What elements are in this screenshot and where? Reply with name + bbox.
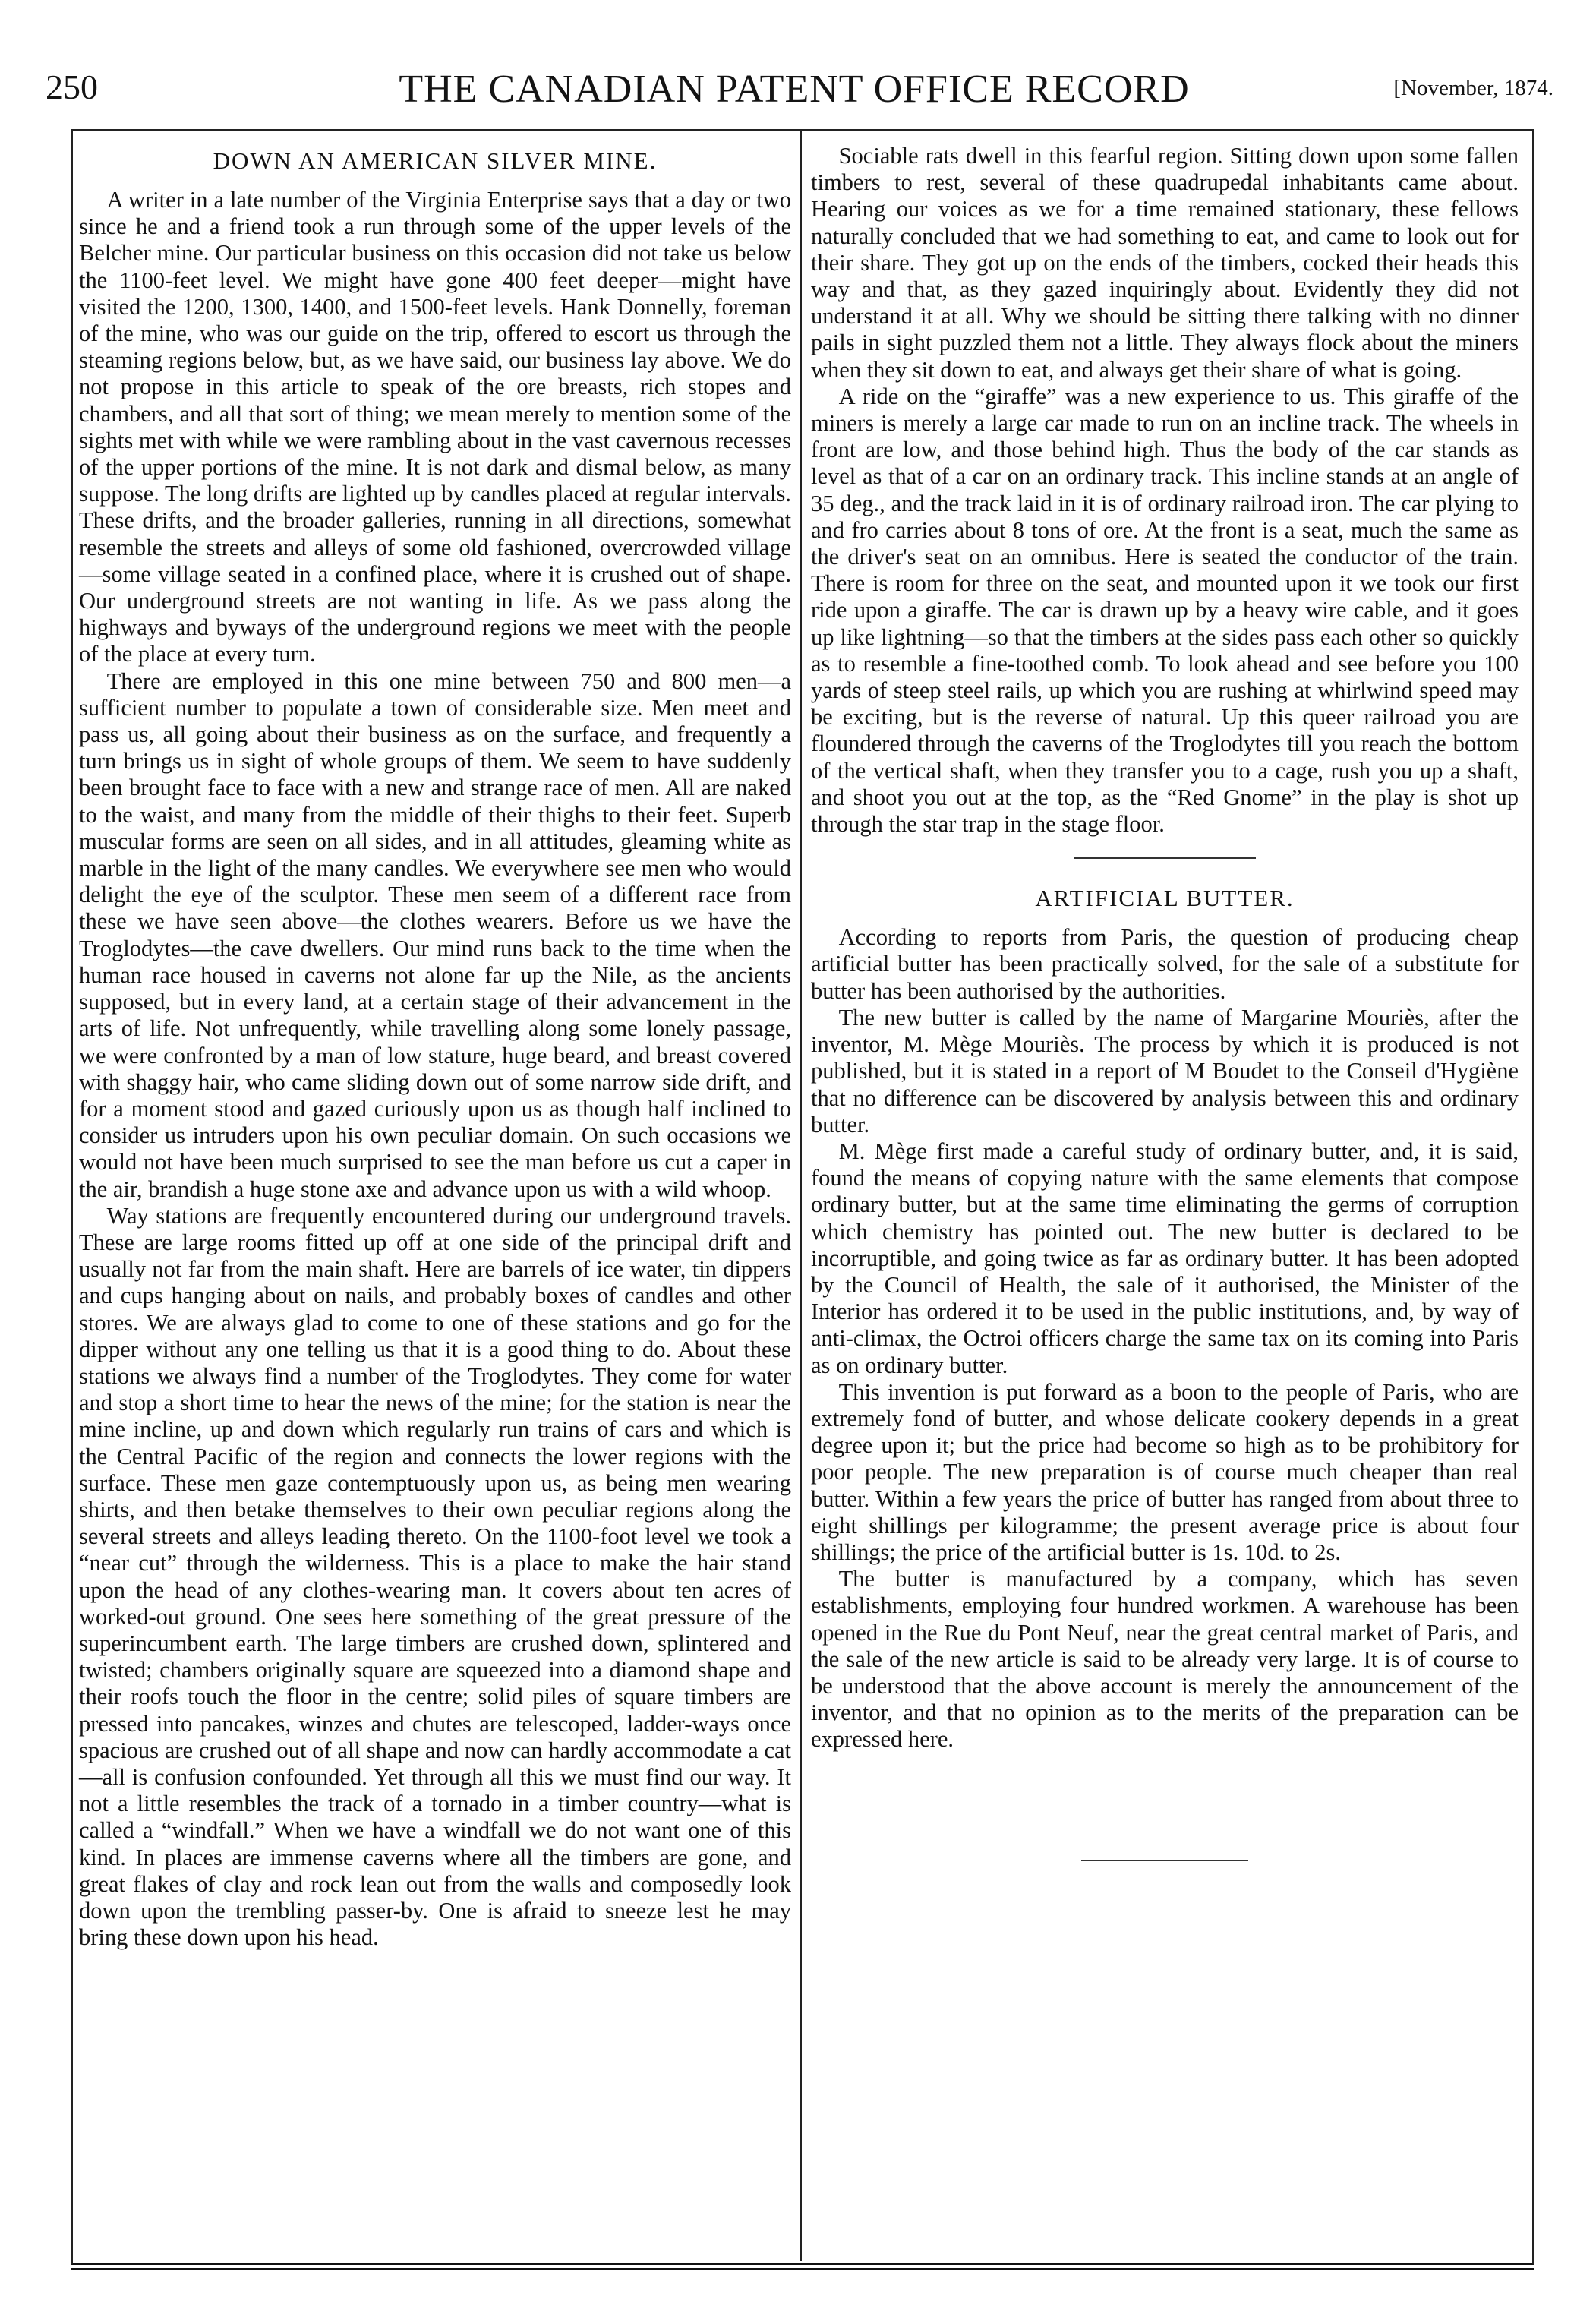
end-divider <box>1081 1860 1248 1861</box>
article-paragraph: A ride on the “giraffe” was a new experience to us. This giraffe of the miners is merely a large car made to run on an incline track. The wheels in front are low, and those behind high. Thus the body of the car stands as level as that of a car on an ordinary track. This incline stands at an angle of 35 deg., and the track laid in it is of ordinary railroad iron. The car plying to and fro carries about 8 tons of ore. At the front is a seat, much the same as the driver's seat on an omnibus. Here is seated the conductor of the train. There is room for three on the seat, and mounted upon it we took our first ride upon a giraffe. The car is drawn up by a heavy wire cable, and it goes up like lightning—so that the timbers at the sides pass each other so quickly as to resemble a fine-toothed comb. To look ahead and see before you 100 yards of steep steel rails, up which you are rushing at whirlwind speed may be exciting, but is the reverse of natural. Up this queer railroad you are floundered through the caverns of the Troglodytes till you reach the bottom of the vertical shaft, when they transfer you to a cage, rush you up a shaft, and shoot you out at the top, as the “Red Gnome” in the play is shot up through the star trap in the stage floor. <box>811 383 1519 838</box>
bottom-rule <box>71 2268 1534 2270</box>
left-column <box>79 143 791 1951</box>
article-title: ARTIFICIAL BUTTER. <box>1035 885 1295 912</box>
issue-date: [November, 1874. <box>1393 76 1553 100</box>
page-header <box>35 67 1553 112</box>
article-paragraph: M. Mège first made a careful study of ordinary butter, and, it is said, found the means of copying nature with the same elements that compose ordinary butter, but at the same time eliminating the germs of corruption which chemistry has pointed out. The new butter is declared to be incorruptible, and going twice as far as ordinary butter. It has been adopted by the Council of Health, the sale of it authorised, the Minister of the Interior has ordered it to be used in the public institutions, and, by way of anti-climax, the Octroi officers charge the same tax on its coming into Paris as on ordinary butter. <box>811 1138 1519 1378</box>
article-paragraph: A writer in a late number of the Virginia Enterprise says that a day or two since he and a friend took a run through some of the upper levels of the Belcher mine. Our particular business on this occasion did not take us below the 1100-feet level. We might have gone 400 feet deeper—might have visited the 1200, 1300, 1400, and 1500-feet levels. Hank Donnelly, foreman of the mine, who was our guide on the trip, offered to escort us through the steaming regions below, but, as we have said, our business lay above. We do not propose in this article to speak of the ore breasts, rich stopes and chambers, and all that sort of thing; we mean merely to mention some of the sights met with while we were rambling about in the vast cavernous recesses of the upper portions of the mine. It is not dark and dismal below, as many suppose. The long drifts are lighted up by candles placed at regular intervals. These drifts, and the broader galleries, running in all directions, somewhat resemble the streets and alleys of some old fashioned, overcrowded village—some village seated in a confined place, where it is crushed out of shape. Our underground streets are not wanting in life. As we pass along the highways and byways of the underground regions we meet with the people of the place at every turn. <box>79 187 791 667</box>
article-title: DOWN AN AMERICAN SILVER MINE. <box>213 147 658 174</box>
right-column <box>811 143 1519 1861</box>
article-paragraph: The butter is manufactured by a company, which has seven establishments, employing four hundred workmen. A warehouse has been opened in the Rue du Pont Neuf, near the great central market of Paris, and the sale of the new article is said to be already very large. It is of course to be understood that the above account is merely the announcement of the inventor, and that no opinion as to the merits of the preparation can be expressed here. <box>811 1566 1519 1753</box>
publication-title: THE CANADIAN PATENT OFFICE RECORD <box>399 68 1190 111</box>
article-paragraph: This invention is put forward as a boon to the people of Paris, who are extremely fond of butter, and whose delicate cookery depends in a great degree upon it; but the price had become so high as to be prohibitory for poor people. The new preparation is of course much cheaper than real butter. Within a few years the price of butter has ranged from about three to eight shillings per kilogramme; the present average price is about four shillings; the price of the artificial butter is 1s. 10d. to 2s. <box>811 1378 1519 1565</box>
article-paragraph: According to reports from Paris, the question of producing cheap artificial butter has been practically solved, for the sale of a substitute for butter has been authorised by the authorities. <box>811 924 1519 1004</box>
article-paragraph: Sociable rats dwell in this fearful region. Sitting down upon some fallen timbers to rest, several of these quadrupedal inhabitants came about. Hearing our voices as we for a time remained stationary, these fellows naturally concluded that we had something to eat, and came to look out for their share. They got up on the ends of the timbers, cocked their heads this way and that, as they gazed inquiringly about. Evidently they did not understand it at all. Why we should be sitting there talking with no dinner pails in sight puzzled them not a little. They always flock about the miners when they sit down to eat, and always get their share of what is going. <box>811 143 1519 383</box>
page-number: 250 <box>46 68 98 106</box>
article-paragraph: Way stations are frequently encountered during our underground travels. These are large rooms fitted up off at one side of the principal drift and usually not far from the main shaft. Here are barrels of ice water, tin dippers and cups hanging about on nails, and probably boxes of candles and other stores. We are always glad to come to one of these stations and go for the dipper without any one telling us that it is a good thing to do. About these stations we always find a number of the Troglodytes. They come for water and stop a short time to hear the news of the mine; for the station is near the mine incline, up and down which regularly run trains of cars and which is the Central Pacific of the region and connects the lower regions with the surface. These men gaze contemptuously upon us, as being men wearing shirts, and then betake themselves to their own peculiar regions along the several streets and alleys leading thereto. On the 1100-foot level we took a “near cut” through the wilderness. This is a place to make the hair stand upon the head of any clothes-wearing man. It covers about ten acres of worked-out ground. One sees here something of the great pressure of the superincumbent earth. The large timbers are crushed down, splintered and twisted; chambers originally square are squeezed into a diamond shape and their roofs touch the floor in the centre; solid piles of square timbers are pressed into pancakes, winzes and chutes are telescoped, ladder-ways once spacious are crushed out of all shape and now can hardly accommodate a cat—all is confusion confounded. Yet through all this we must find our way. It not a little resembles the track of a tornado in a timber country—what is called a “windfall.” When we have a windfall we do not want one of this kind. In places are immense caverns where all the timbers are gone, and great flakes of clay and rock lean out from the walls and composedly look down upon the trembling passer-by. One is afraid to sneeze lest he may bring these down upon his head. <box>79 1202 791 1951</box>
article-paragraph: There are employed in this one mine between 750 and 800 men—a sufficient number to populate a town of considerable size. Men meet and pass us, all going about their business as on the surface, and frequently a turn brings us in sight of whole groups of them. We seem to have suddenly been brought face to face with a new and strange race of men. All are naked to the waist, and many from the middle of their thighs to their feet. Superb muscular forms are seen on all sides, and in all attitudes, gleaming white as marble in the light of the many candles. We everywhere see men who would delight the eye of the sculptor. These men seem of a different race from these we have seen above—the clothes wearers. Before us we have the Troglodytes—the cave dwellers. Our mind runs back to the time when the human race housed in caverns not alone far up the Nile, as the ancients supposed, but in every land, at a certain stage of their advancement in the arts of life. Not unfrequently, while travelling along some lonely passage, we were confronted by a man of low stature, huge beard, and breast covered with shaggy hair, who came sliding down out of some narrow side drift, and for a moment stood and gazed curiously upon us as though half inclined to consider us intruders upon his own peculiar domain. On such occasions we would not have been much surprised to see the man before us cut a caper in the air, brandish a huge stone axe and advance upon us with a wild whoop. <box>79 667 791 1202</box>
article-paragraph: The new butter is called by the name of Margarine Mouriès, after the inventor, M. Mège Mouriès. The process by which it is produced is not published, but it is stated in a report of M Boudet to the Conseil d'Hygiène that no difference can be discovered by analysis between this and ordinary butter. <box>811 1004 1519 1138</box>
section-divider <box>1074 857 1256 859</box>
column-divider <box>800 131 802 2261</box>
